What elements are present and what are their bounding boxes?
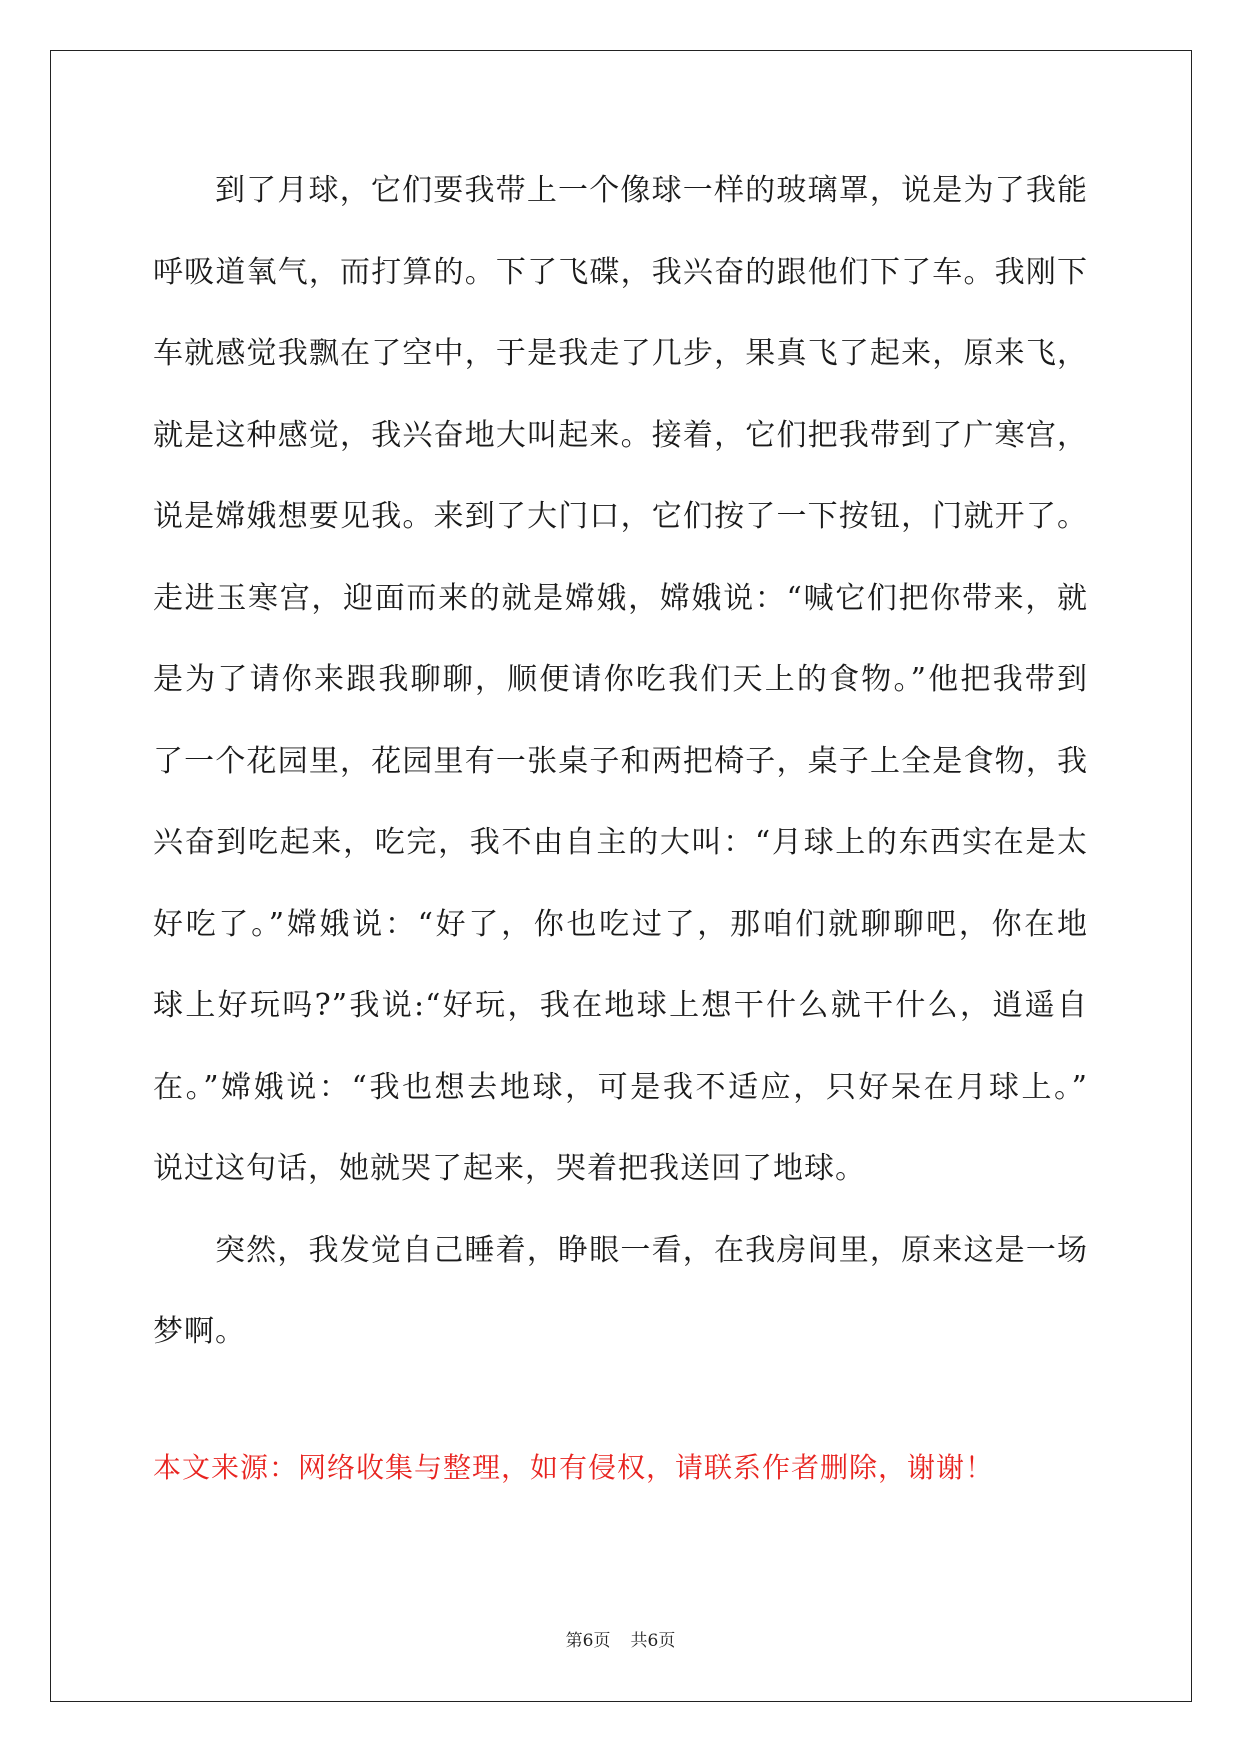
text-line: 说过这句话，她就哭了起来，哭着把我送回了地球。 — [153, 1151, 866, 1186]
text-line: 是为了请你来跟我聊聊，顺便请你吃我们天上的食物。”他把我带到 — [153, 662, 1088, 697]
page-footer — [0, 1626, 1241, 1651]
text-line: 呼吸道氧气，而打算的。下了飞碟，我兴奋的跟他们下了车。我刚下 — [153, 254, 1088, 290]
text-line: 球上好玩吗?”我说:“好玩，我在地球上想干什么就干什么，逍遥自 — [153, 988, 1088, 1023]
text-line: 车就感觉我飘在了空中，于是我走了几步，果真飞了起来，原来飞， — [153, 336, 1088, 371]
text-line: 在。”嫦娥说：“我也想去地球，可是我不适应，只好呆在月球上。” — [153, 1069, 1088, 1105]
text-line: 到了月球，它们要我带上一个像球一样的玻璃罩，说是为了我能 — [215, 173, 1088, 208]
current-page-label: 第6页 — [565, 1631, 611, 1651]
text-line: 突然，我发觉自己睡着，睁眼一看，在我房间里，原来这是一场 — [215, 1232, 1088, 1268]
text-line: 就是这种感觉，我兴奋地大叫起来。接着，它们把我带到了广寒宫， — [153, 417, 1088, 453]
text-line: 了一个花园里，花园里有一张桌子和两把椅子，桌子上全是食物，我 — [153, 743, 1088, 779]
document-body — [153, 150, 1088, 1373]
text-line: 兴奋到吃起来，吃完，我不由自主的大叫：“月球上的东西实在是太 — [153, 825, 1088, 860]
text-line: 好吃了。”嫦娥说：“好了，你也吃过了，那咱们就聊聊吧，你在地 — [153, 906, 1088, 942]
total-pages-label: 共6页 — [630, 1631, 676, 1651]
text-line: 走进玉寒宫，迎面而来的就是嫦娥，嫦娥说：“喊它们把你带来，就 — [153, 580, 1088, 616]
source-note: 本文来源：网络收集与整理，如有侵权，请联系作者删除，谢谢！ — [153, 1451, 995, 1484]
text-line: 说是嫦娥想要见我。来到了大门口，它们按了一下按钮，门就开了。 — [153, 499, 1088, 534]
text-line: 梦啊。 — [153, 1314, 246, 1349]
